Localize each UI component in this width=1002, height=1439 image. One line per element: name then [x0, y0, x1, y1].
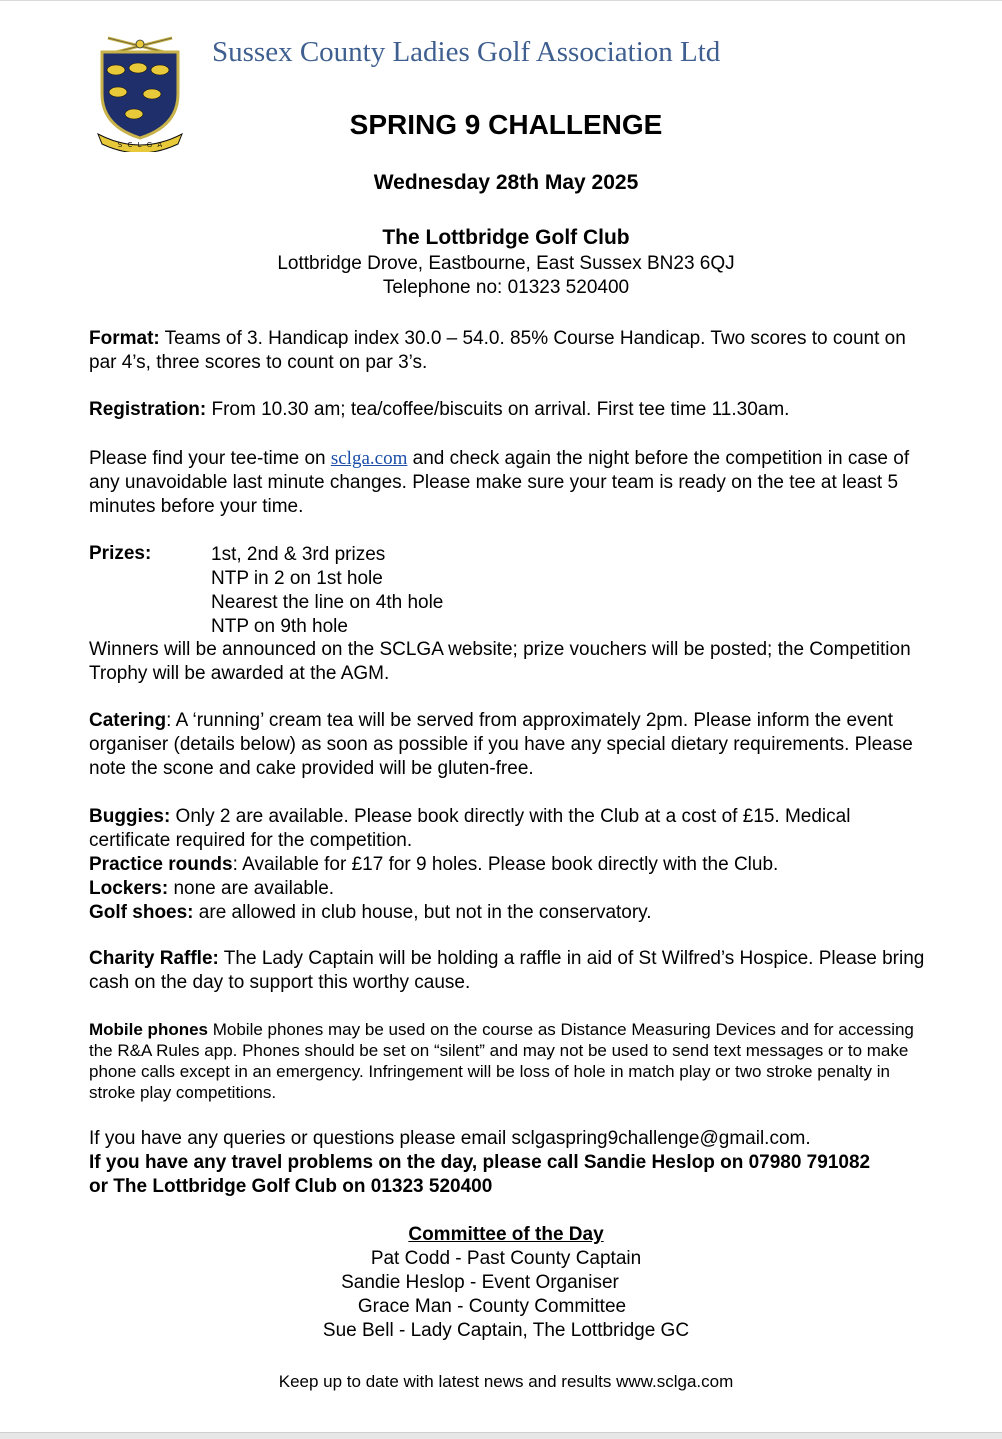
crest-letter: G	[146, 141, 153, 149]
event-date: Wednesday 28th May 2025	[373, 171, 639, 194]
registration-label: Registration:	[89, 399, 207, 420]
practice-label: Practice rounds	[89, 854, 233, 875]
format-label: Format:	[89, 328, 160, 349]
prize-item: Nearest the line on 4th hole	[211, 592, 444, 613]
phones-text: Mobile phones may be used on the course as Distance Measuring Devices and for accessing the R&A Rules app. Phones should be set on “silent” and may not be used to send text messages or to make phone calls except in an emergency. Infringement will be loss of hole in match play or two stroke penalty in stroke play competitions.	[89, 1020, 914, 1102]
travel-paragraph: If you have any travel problems on the day, please call Sandie Heslop on 07980 791082 or The Lottbridge Golf Club on 01323 520400	[89, 1152, 871, 1197]
venue-telephone: Telephone no: 01323 520400	[382, 277, 630, 298]
lockers-text: none are available.	[168, 878, 335, 899]
teetime-text-before: Please find your tee-time on	[89, 448, 331, 469]
committee-member: Grace Man - County Committee	[357, 1296, 627, 1317]
catering-paragraph	[89, 709, 929, 781]
prizes-note: Winners will be announced on the SCLGA website; prize vouchers will be posted; the Competition Trophy will be awarded at the AGM.	[89, 639, 911, 684]
raffle-label: Charity Raffle:	[89, 948, 219, 969]
venue-name: The Lottbridge Golf Club	[382, 226, 630, 249]
prize-item: NTP in 2 on 1st hole	[211, 568, 383, 589]
committee-member: Pat Codd - Past County Captain	[370, 1248, 642, 1269]
crest-letter: S	[117, 141, 123, 149]
prize-item: 1st, 2nd & 3rd prizes	[211, 544, 386, 565]
prizes-list	[211, 543, 443, 639]
committee-member: Sue Bell - Lady Captain, The Lottbridge GC	[322, 1320, 690, 1341]
queries-paragraph: If you have any queries or questions please email sclgaspring9challenge@gmail.com.	[89, 1128, 811, 1149]
crest-letter: L	[137, 141, 142, 149]
registration-text: From 10.30 am; tea/coffee/biscuits on arrival. First tee time 11.30am.	[206, 399, 790, 420]
phones-paragraph	[89, 1019, 935, 1103]
committee-member: Sandie Heslop - Event Organiser	[341, 1272, 619, 1293]
committee-heading: Committee of the Day	[408, 1224, 604, 1245]
raffle-paragraph	[89, 947, 929, 995]
teetime-paragraph	[89, 447, 929, 519]
event-title: SPRING 9 CHALLENGE	[349, 109, 663, 140]
catering-text: : A ‘running’ cream tea will be served from approximately 2pm. Please inform the event organiser (details below) as soon as possible if you have any special dietary requirements. Please note the scone and cake provided will be gluten-free.	[89, 710, 913, 779]
sclga-link[interactable]: sclga.com	[330, 448, 408, 469]
organisation-name: Sussex County Ladies Golf Association Ltd	[212, 36, 721, 68]
practice-text: : Available for £17 for 9 holes. Please book directly with the Club.	[232, 854, 779, 875]
catering-label: Catering	[89, 710, 167, 731]
venue-address: Lottbridge Drove, Eastbourne, East Sussex BN23 6QJ	[277, 253, 735, 274]
prizes-label: Prizes:	[89, 543, 152, 564]
shoes-text: are allowed in club house, but not in the conservatory.	[193, 902, 652, 923]
raffle-text: The Lady Captain will be holding a raffle in aid of St Wilfred’s Hospice. Please bring cash on the day to support this worthy cause.	[89, 948, 925, 993]
lockers-line	[89, 877, 929, 901]
registration-paragraph	[89, 398, 929, 422]
crest-letter: A	[157, 141, 163, 149]
practice-line	[89, 853, 929, 877]
prize-item: NTP on 9th hole	[211, 616, 348, 637]
format-text: Teams of 3. Handicap index 30.0 – 54.0. 85% Course Handicap. Two scores to count on par 4’s, three scores to count on par 3’s.	[89, 328, 906, 373]
format-paragraph	[89, 327, 929, 375]
footer-text: Keep up to date with latest news and results www.sclga.com	[278, 1372, 734, 1391]
shoes-label: Golf shoes:	[89, 902, 194, 923]
teetime-text-after: and check again the night before the competition in case of any unavoidable last minute changes. Please make sure your team is ready on the tee at least 5 minutes before your time.	[89, 448, 910, 517]
facilities-block	[89, 805, 929, 925]
crest-letter: C	[127, 141, 133, 149]
buggies-label: Buggies:	[89, 806, 171, 827]
shoes-line	[89, 901, 929, 925]
phones-label: Mobile phones	[89, 1020, 208, 1039]
buggies-line	[89, 805, 929, 853]
lockers-label: Lockers:	[89, 878, 169, 899]
buggies-text: Only 2 are available. Please book directly with the Club at a cost of £15. Medical certificate required for the competition.	[89, 806, 851, 851]
page-top-edge	[0, 0, 1002, 1]
